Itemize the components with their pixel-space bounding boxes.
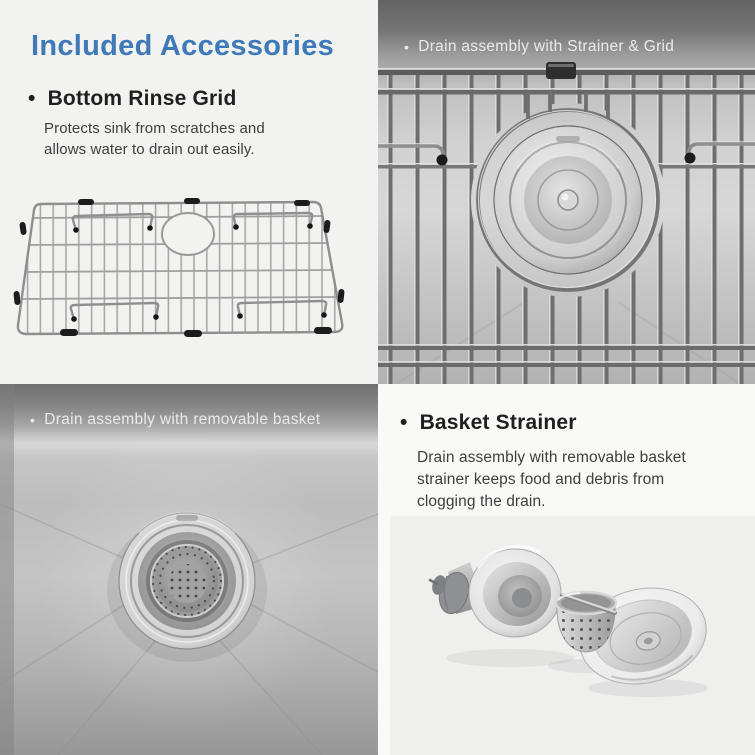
- bullet-marker: •: [30, 412, 36, 428]
- basket-strainer-description: Drain assembly with removable basket strainer keeps food and debris from clogging the drain.: [417, 449, 686, 510]
- strainer-grid-caption-text: Drain assembly with Strainer & Grid: [418, 38, 675, 55]
- page-title: Included Accessories: [31, 30, 335, 62]
- basket-strainer-panel: [378, 384, 755, 755]
- basket-strainer-parts: [390, 516, 755, 755]
- removable-basket-caption: [30, 411, 320, 429]
- included-accessories-panel: [0, 0, 378, 384]
- bullet-marker: •: [28, 87, 36, 110]
- bottom-rinse-grid-heading: [28, 87, 236, 111]
- basket-strainer-heading: [400, 411, 577, 435]
- strainer-grid-photo-panel: [378, 0, 755, 384]
- drain-hole-cutout: [162, 213, 214, 255]
- removable-basket-caption-text: Drain assembly with removable basket: [44, 411, 321, 428]
- bullet-marker: •: [404, 39, 410, 55]
- drain-body-part: [430, 546, 561, 637]
- basket-strainer-label: Basket Strainer: [419, 411, 577, 434]
- basket-strainer-photo: [390, 516, 755, 755]
- drain-lid: [494, 126, 642, 274]
- brand-etching: [556, 136, 580, 142]
- strainer-grid-caption: [404, 38, 674, 56]
- removable-basket-photo-panel: [0, 384, 378, 755]
- removable-basket-photo: [0, 384, 378, 755]
- strainer-grid-photo: [378, 0, 755, 384]
- basket-perforations: [168, 564, 206, 602]
- bullet-marker: •: [400, 411, 408, 434]
- bottom-rinse-grid-illustration: [8, 188, 368, 356]
- bottom-rinse-grid-description: Protects sink from scratches and allows water to drain out easily.: [44, 120, 265, 158]
- drain-knob: [558, 190, 578, 210]
- bottom-rinse-grid-label: Bottom Rinse Grid: [47, 87, 237, 110]
- brand-etching: [176, 515, 198, 521]
